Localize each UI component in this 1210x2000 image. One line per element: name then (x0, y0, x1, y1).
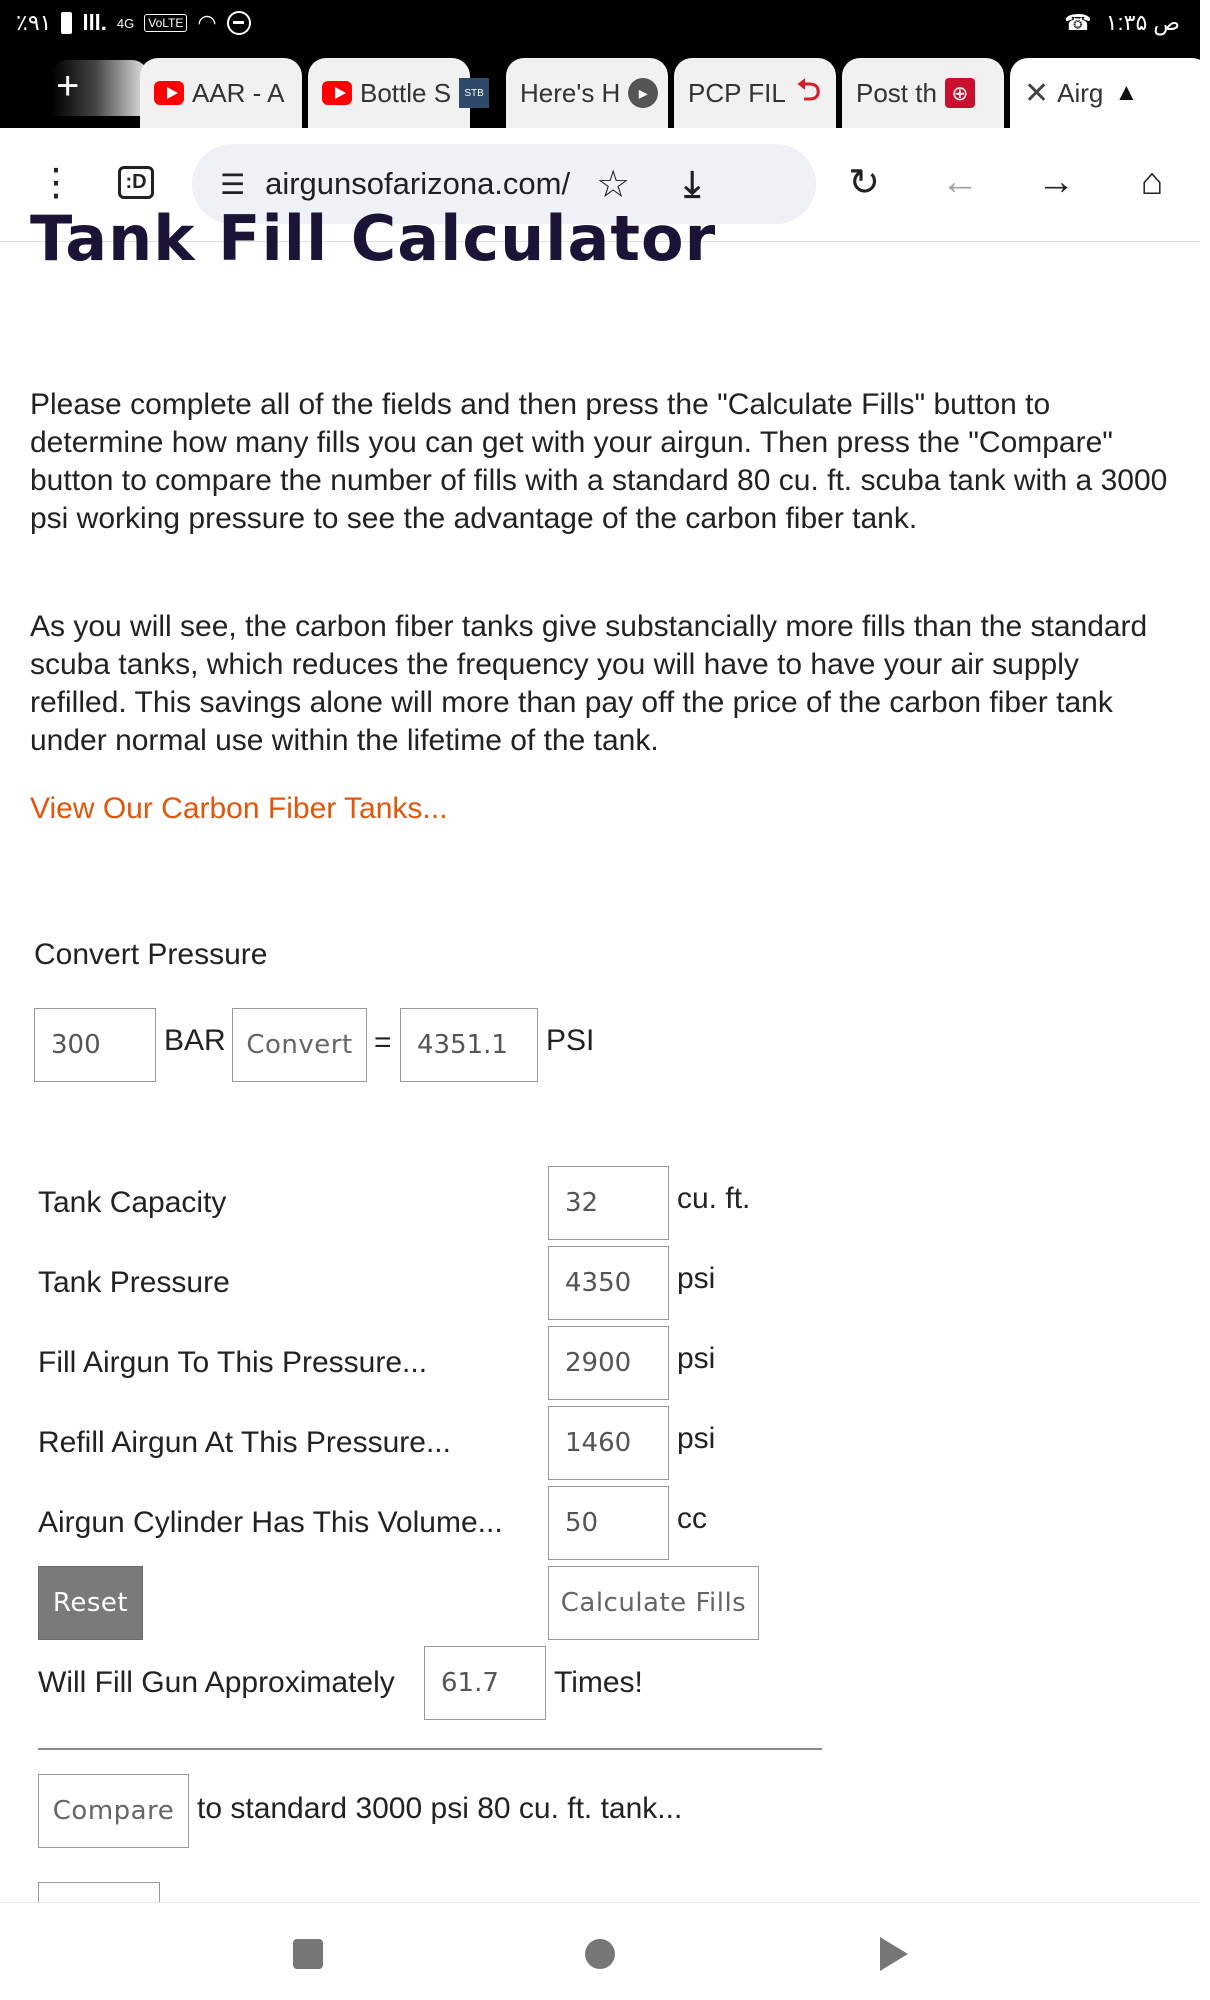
battery-icon (61, 12, 72, 34)
equals-sign: = (374, 1026, 392, 1059)
fill-pressure-unit: psi (677, 1342, 716, 1375)
recents-button[interactable] (293, 1939, 323, 1969)
page-content (0, 202, 1200, 1902)
refill-pressure-input[interactable]: 1460 (548, 1406, 669, 1480)
clock: ۱:۳۵ ص (1105, 10, 1180, 35)
tab-label: Post th (856, 77, 937, 108)
volte-badge: VoLTE (144, 14, 187, 32)
download-icon[interactable]: ⤓ (684, 162, 701, 204)
home-icon[interactable]: ⌂ (1140, 160, 1164, 203)
tank-pressure-input[interactable]: 4350 (548, 1246, 669, 1320)
system-nav-bar (0, 1902, 1200, 2000)
savings-paragraph: As you will see, the carbon fiber tanks give substancially more fills than the standard scuba tanks, which reduces the frequency you will have to have your air supply refilled. This savings alone will more than pay off the price of the carbon fiber tank under normal use within the lifetime of the tank. (30, 610, 1148, 757)
tank-pressure-unit: psi (677, 1262, 716, 1295)
tab-bottle[interactable] (308, 58, 484, 128)
cylinder-volume-label: Airgun Cylinder Has This Volume... (38, 1506, 503, 1539)
tank-capacity-input[interactable]: 32 (548, 1166, 669, 1240)
convert-button[interactable]: Convert (232, 1008, 367, 1082)
refill-pressure-label: Refill Airgun At This Pressure... (38, 1426, 451, 1459)
tab-label: Airg (1057, 77, 1104, 108)
tab-label: PCP FIL (688, 77, 786, 108)
intro-paragraph: Please complete all of the fields and then press the "Calculate Fills" button to determine how many fills you can get with your airgun. Then press the "Compare" button to compare the number of fills with a standard 80 cu. ft. scuba tank with a 3000 psi working pressure to see the advantage of the carbon fiber tank. (30, 388, 1168, 535)
fill-pressure-label: Fill Airgun To This Pressure... (38, 1346, 428, 1379)
result-suffix: Times! (554, 1666, 643, 1699)
triangle-logo-icon: ▲ (1114, 79, 1139, 106)
tab-post[interactable] (842, 58, 1004, 128)
signal-icon: lll. (82, 10, 107, 35)
cylinder-volume-input[interactable]: 50 (548, 1486, 669, 1560)
home-button[interactable] (585, 1939, 615, 1969)
arrow-logo-icon: ⮌ (796, 73, 821, 107)
tank-capacity-unit: cu. ft. (677, 1182, 751, 1215)
fill-pressure-input[interactable]: 2900 (548, 1326, 669, 1400)
fills-result-output[interactable]: 61.7 (424, 1646, 546, 1720)
tab-strip (0, 48, 1200, 128)
back-icon[interactable]: ← (941, 160, 979, 203)
forward-icon[interactable]: → (1037, 160, 1075, 203)
url-text: airgunsofarizona.com/ (265, 166, 571, 201)
youtube-icon (154, 78, 184, 108)
tab-aar[interactable] (140, 58, 302, 128)
tab-label: Bottle S (360, 77, 452, 108)
tab-airg-active[interactable] (1010, 58, 1210, 128)
psi-output[interactable]: 4351.1 (400, 1008, 538, 1082)
bar-input[interactable]: 300 (34, 1008, 156, 1082)
result-prefix: Will Fill Gun Approximately (38, 1666, 395, 1699)
compare-button[interactable]: Compare (38, 1774, 189, 1848)
convert-pressure-heading: Convert Pressure (34, 938, 268, 971)
dnd-icon (227, 11, 251, 35)
divider (38, 1748, 822, 1750)
psi-unit: PSI (546, 1024, 595, 1057)
tab-label: AAR - A (192, 77, 285, 108)
globe-icon: ▸ (628, 78, 658, 108)
carbon-fiber-tanks-link[interactable]: View Our Carbon Fiber Tanks... (30, 792, 448, 825)
reset-button[interactable]: Reset (38, 1566, 143, 1640)
tab-heres[interactable] (506, 58, 668, 128)
stb-icon: STB (459, 78, 489, 108)
page-title: Tank Fill Calculator (30, 202, 717, 275)
menu-icon[interactable]: ⋮ (37, 161, 75, 204)
wifi-icon: ◠ (197, 10, 217, 35)
calculate-fills-button[interactable]: Calculate Fills (548, 1566, 759, 1640)
bookmark-star-icon[interactable]: ☆ (596, 163, 631, 206)
close-tab-icon[interactable]: ✕ (1024, 76, 1050, 110)
new-tab-button[interactable]: + (52, 60, 148, 116)
tab-label: Here's H (520, 77, 621, 108)
refill-pressure-unit: psi (677, 1422, 716, 1455)
cylinder-volume-unit: cc (677, 1502, 707, 1535)
network-type: 4G (116, 15, 135, 31)
tank-pressure-label: Tank Pressure (38, 1266, 230, 1299)
youtube-icon (322, 78, 352, 108)
bar-unit: BAR (164, 1024, 226, 1057)
tank-capacity-label: Tank Capacity (38, 1186, 227, 1219)
compare-description: to standard 3000 psi 80 cu. ft. tank... (197, 1792, 683, 1825)
target-icon: ⊕ (945, 78, 975, 108)
reload-icon[interactable]: ↻ (848, 161, 880, 204)
tab-switcher-label: :D (118, 166, 153, 199)
battery-percent: ٪۹۱ (16, 10, 52, 35)
call-icon: ☎ (1064, 10, 1092, 35)
status-bar (0, 0, 1200, 48)
site-settings-icon[interactable]: ☰ (220, 168, 246, 200)
back-button[interactable] (880, 1937, 908, 1971)
tab-pcp[interactable] (674, 58, 836, 128)
